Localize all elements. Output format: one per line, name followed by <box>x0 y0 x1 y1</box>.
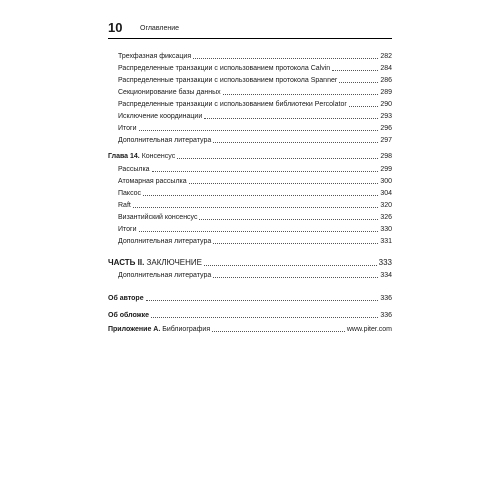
toc-entry-label: Исключение координации <box>118 113 203 120</box>
toc-entry-page: 293 <box>380 113 392 120</box>
toc-entry-label: Рассылка <box>118 166 150 173</box>
part-title: ЗАКЛЮЧЕНИЕ <box>146 258 202 267</box>
running-title: Оглавление <box>140 25 180 32</box>
toc-entry-page: 304 <box>380 190 392 197</box>
toc-chapter <box>108 150 392 161</box>
leader-dots <box>212 330 345 332</box>
toc-entry-page: 297 <box>380 137 392 144</box>
toc-backmatter <box>108 323 392 334</box>
leader-dots <box>339 81 378 83</box>
leader-dots <box>139 129 379 131</box>
toc-entry-page: 331 <box>380 238 392 245</box>
toc-entry <box>108 134 392 145</box>
toc-entry-label: Византийский консенсус <box>118 214 198 221</box>
leader-dots <box>213 276 378 278</box>
toc-entry <box>108 110 392 121</box>
toc-entry-page: 284 <box>380 65 392 72</box>
toc-entry-page: 320 <box>380 202 392 209</box>
toc-entry-label: Итоги <box>118 125 137 132</box>
toc-entry-label: Атомарная рассылка <box>118 178 187 185</box>
toc-entry-label: Трехфазная фиксация <box>118 53 192 60</box>
toc-entry-label: Распределенные транзакции с использованием протокола Calvin <box>118 65 331 72</box>
toc-entry-page: 330 <box>380 226 392 233</box>
chapter-title: Консенсус <box>141 153 176 160</box>
toc-entry-label: Паксос <box>118 190 142 197</box>
toc-entry <box>108 175 392 186</box>
leader-dots <box>146 299 379 301</box>
leader-dots <box>213 242 378 244</box>
toc-entry-label <box>108 152 175 161</box>
appendix-number: Приложение А. <box>108 326 161 333</box>
appendix-title: Библиография <box>162 326 211 333</box>
toc-entry-page: 336 <box>380 312 392 319</box>
toc-entry-page: 336 <box>380 295 392 302</box>
toc-backmatter <box>108 309 392 320</box>
toc-entry-page: 296 <box>380 125 392 132</box>
leader-dots <box>189 182 379 184</box>
toc-entry-page: 300 <box>380 178 392 185</box>
toc-entry-page: 299 <box>380 166 392 173</box>
leader-dots <box>349 105 379 107</box>
toc-entry-label <box>108 294 144 303</box>
toc-entry-label: Дополнительная литература <box>118 238 212 245</box>
toc-entry <box>108 235 392 246</box>
toc-entry-label: Секционирование базы данных <box>118 89 221 96</box>
toc-entry <box>108 223 392 234</box>
leader-dots <box>204 117 378 119</box>
toc-entry-page: 298 <box>380 153 392 160</box>
leader-dots <box>133 206 378 208</box>
page-header <box>108 20 392 39</box>
section-title: Об обложке <box>108 312 150 319</box>
part-number: ЧАСТЬ II. <box>108 258 145 267</box>
toc-entry-page: www.piter.com <box>346 326 392 333</box>
toc-entry <box>108 163 392 174</box>
toc-entry-label: Дополнительная литература <box>118 272 212 279</box>
toc-entry-page: 286 <box>380 77 392 84</box>
toc-entry <box>108 122 392 133</box>
leader-dots <box>177 157 378 159</box>
toc-entry <box>108 74 392 85</box>
section-title: Об авторе <box>108 295 144 302</box>
toc-entry-page: 290 <box>380 101 392 108</box>
toc-entry-label: Raft <box>118 202 131 209</box>
toc-entry-page: 333 <box>378 258 392 267</box>
leader-dots <box>151 316 378 318</box>
leader-dots <box>139 230 379 232</box>
toc-part <box>108 255 392 268</box>
toc-entry-label: Распределенные транзакции с использованием протокола Spanner <box>118 77 338 84</box>
leader-dots <box>332 69 378 71</box>
toc-entry-label <box>108 325 210 334</box>
toc-entry-label: Распределенные транзакции с использованием библиотеки Percolator <box>118 101 347 108</box>
toc-entry <box>108 187 392 198</box>
toc-entry <box>108 211 392 222</box>
toc-backmatter <box>108 292 392 303</box>
leader-dots <box>213 141 378 143</box>
chapter-number: Глава 14. <box>108 153 140 160</box>
leader-dots <box>199 218 378 220</box>
toc-entry-page: 282 <box>380 53 392 60</box>
toc-entry <box>108 62 392 73</box>
toc-entry-page: 334 <box>380 272 392 279</box>
toc-entry <box>108 98 392 109</box>
leader-dots <box>204 264 377 266</box>
page-number: 10 <box>108 20 123 35</box>
toc-entry-label <box>108 257 202 268</box>
leader-dots <box>152 170 379 172</box>
toc-entry-label: Итоги <box>118 226 137 233</box>
toc-entry-label <box>108 311 149 320</box>
leader-dots <box>193 57 378 59</box>
leader-dots <box>143 194 378 196</box>
toc-entry <box>108 50 392 61</box>
toc-entry-page: 289 <box>380 89 392 96</box>
toc-entry-page: 326 <box>380 214 392 221</box>
toc-entry <box>108 199 392 210</box>
toc-entry-label: Дополнительная литература <box>118 137 212 144</box>
leader-dots <box>223 93 379 95</box>
toc-entry <box>108 269 392 280</box>
toc-entry <box>108 86 392 97</box>
